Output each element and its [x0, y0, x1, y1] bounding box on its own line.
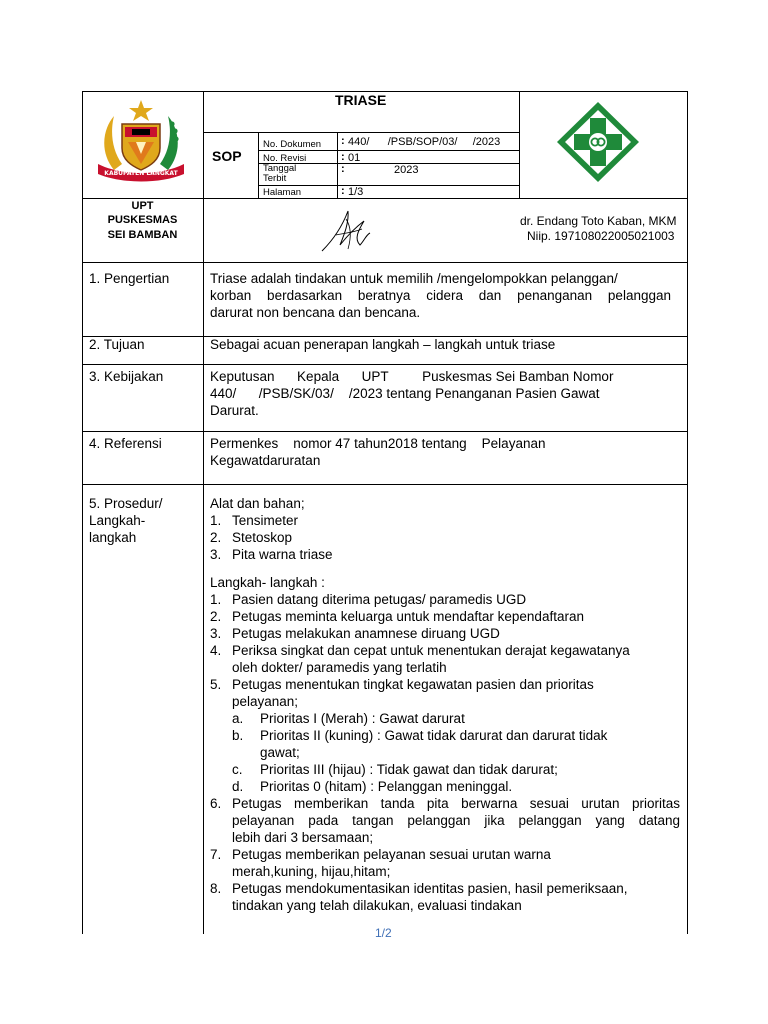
- logo-cotton-left: [104, 116, 122, 170]
- meta-colon-dokumen: :: [341, 135, 345, 147]
- institution-line-1: UPT: [131, 200, 154, 212]
- meta-value-revisi: 01: [348, 152, 361, 164]
- langkah-item: 7. Petugas memberikan pelayanan sesuai urutan warna merah,kuning, hijau,hitam;: [210, 847, 551, 879]
- langkah-title: Langkah- langkah :: [210, 575, 325, 590]
- meta-colon-halaman: :: [341, 185, 345, 197]
- border-row3-bottom: [82, 431, 687, 432]
- label-referensi: 4. Referensi: [89, 436, 162, 451]
- meta-label-dokumen: No. Dokumen: [263, 139, 322, 150]
- alat-title: Alat dan bahan;: [210, 496, 305, 511]
- priority-item-kuning: b. Prioritas II (kuning) : Gawat tidak darurat dan darurat tidak gawat;: [232, 728, 608, 760]
- text-tujuan: Sebagai acuan penerapan langkah – langkah untuk triase: [210, 337, 556, 352]
- border-right: [687, 91, 688, 934]
- priority-item-hitam: d. Prioritas 0 (hitam) : Pelanggan meninggal.: [232, 779, 513, 794]
- langkah-item: 1. Pasien datang diterima petugas/ paramedis UGD: [210, 592, 527, 607]
- label-prosedur: 5. Prosedur/ Langkah- langkah: [89, 496, 163, 545]
- langkah-item: 2. Petugas meminta keluarga untuk mendaftar kependaftaran: [210, 609, 584, 624]
- institution-line-2: PUSKESMAS: [107, 214, 178, 226]
- label-tujuan: 2. Tujuan: [89, 337, 145, 352]
- border-meta-colon: [337, 132, 338, 198]
- label-kebijakan: 3. Kebijakan: [89, 369, 164, 384]
- priority-item-merah: a. Prioritas I (Merah) : Gawat darurat: [232, 711, 465, 726]
- meta-value-dokumen: 440/ /PSB/SOP/03/ /2023: [348, 136, 501, 148]
- langkah-item: 8. Petugas mendokumentasikan identitas pasien, hasil pemeriksaan, tindakan yang telah dilakukan, evaluasi tindakan: [210, 881, 628, 913]
- border-sign-bottom: [82, 262, 687, 263]
- border-col-divider: [203, 91, 204, 934]
- text-pengertian: Triase adalah tindakan untuk memilih /mengelompokkan pelanggan/ korban berdasarkan beratnya cidera dan penanganan pelanggan darurat non bencana dan bencana.: [210, 271, 671, 320]
- meta-label-halaman: Halaman: [263, 187, 302, 198]
- meta-label-tanggal: Tanggal Terbit: [263, 163, 297, 184]
- signer-nip: Niip. 197108022005021003: [527, 229, 675, 243]
- langkah-item: 6. Petugas memberikan tanda pita berwarna sesuai urutan prioritas pelayanan pada tangan pelanggan jika pelanggan yang datang lebih dari 3 bersamaan;: [210, 796, 680, 845]
- text-referensi: Permenkes nomor 47 tahun2018 tentang Pelayanan Kegawatdaruratan: [210, 436, 546, 468]
- document-title: TRIASE: [335, 92, 387, 108]
- text-kebijakan: Keputusan Kepala UPT Puskesmas Sei Bamban Nomor 440/ /PSB/SK/03/ /2023 tentang Penanganan Pasien Gawat Darurat.: [210, 369, 614, 418]
- border-meta-row1: [258, 150, 519, 151]
- border-meta-row3: [258, 185, 519, 186]
- kabupaten-langkat-logo: [92, 98, 190, 182]
- alat-item: 3. Pita warna triase: [210, 547, 333, 562]
- meta-value-tanggal: 2023: [394, 164, 419, 176]
- logo-rice-right: [160, 116, 178, 170]
- meta-label-revisi: No. Revisi: [263, 153, 307, 164]
- langkah-item: 5. Petugas menentukan tingkat kegawatan pasien dan prioritas pelayanan;: [210, 677, 594, 709]
- logo-ribbon-text: KABUPATEN LANGKAT: [104, 170, 178, 177]
- sop-label: SOP: [212, 148, 242, 164]
- border-title-bottom: [203, 132, 519, 133]
- langkah-item: 4. Periksa singkat dan cepat untuk menentukan derajat kegawatanya oleh dokter/ paramedis yang terlatih: [210, 643, 630, 675]
- border-sop-divider: [258, 132, 259, 198]
- alat-item: 2. Stetoskop: [210, 530, 293, 545]
- alat-item: 1. Tensimeter: [210, 513, 299, 528]
- priority-item-hijau: c. Prioritas III (hijau) : Tidak gawat dan tidak darurat;: [232, 762, 558, 777]
- institution-line-3: SEI BAMBAN: [107, 229, 178, 241]
- page-indicator: 1/2: [375, 926, 392, 940]
- border-row2-bottom: [82, 364, 687, 365]
- border-logo-right: [519, 91, 520, 198]
- langkah-item: 3. Petugas melakukan anamnese diruang UGD: [210, 626, 500, 641]
- meta-value-halaman: 1/3: [348, 186, 364, 198]
- signature-image: [318, 205, 374, 255]
- signer-name: dr. Endang Toto Kaban, MKM: [520, 214, 677, 228]
- meta-colon-revisi: :: [341, 151, 345, 163]
- border-row4-bottom: [82, 484, 687, 485]
- label-pengertian: 1. Pengertian: [89, 271, 170, 286]
- logo-star-icon: [129, 100, 153, 121]
- meta-colon-tanggal: :: [341, 163, 345, 175]
- puskesmas-logo: [556, 101, 640, 183]
- prosedur-content: [210, 495, 680, 914]
